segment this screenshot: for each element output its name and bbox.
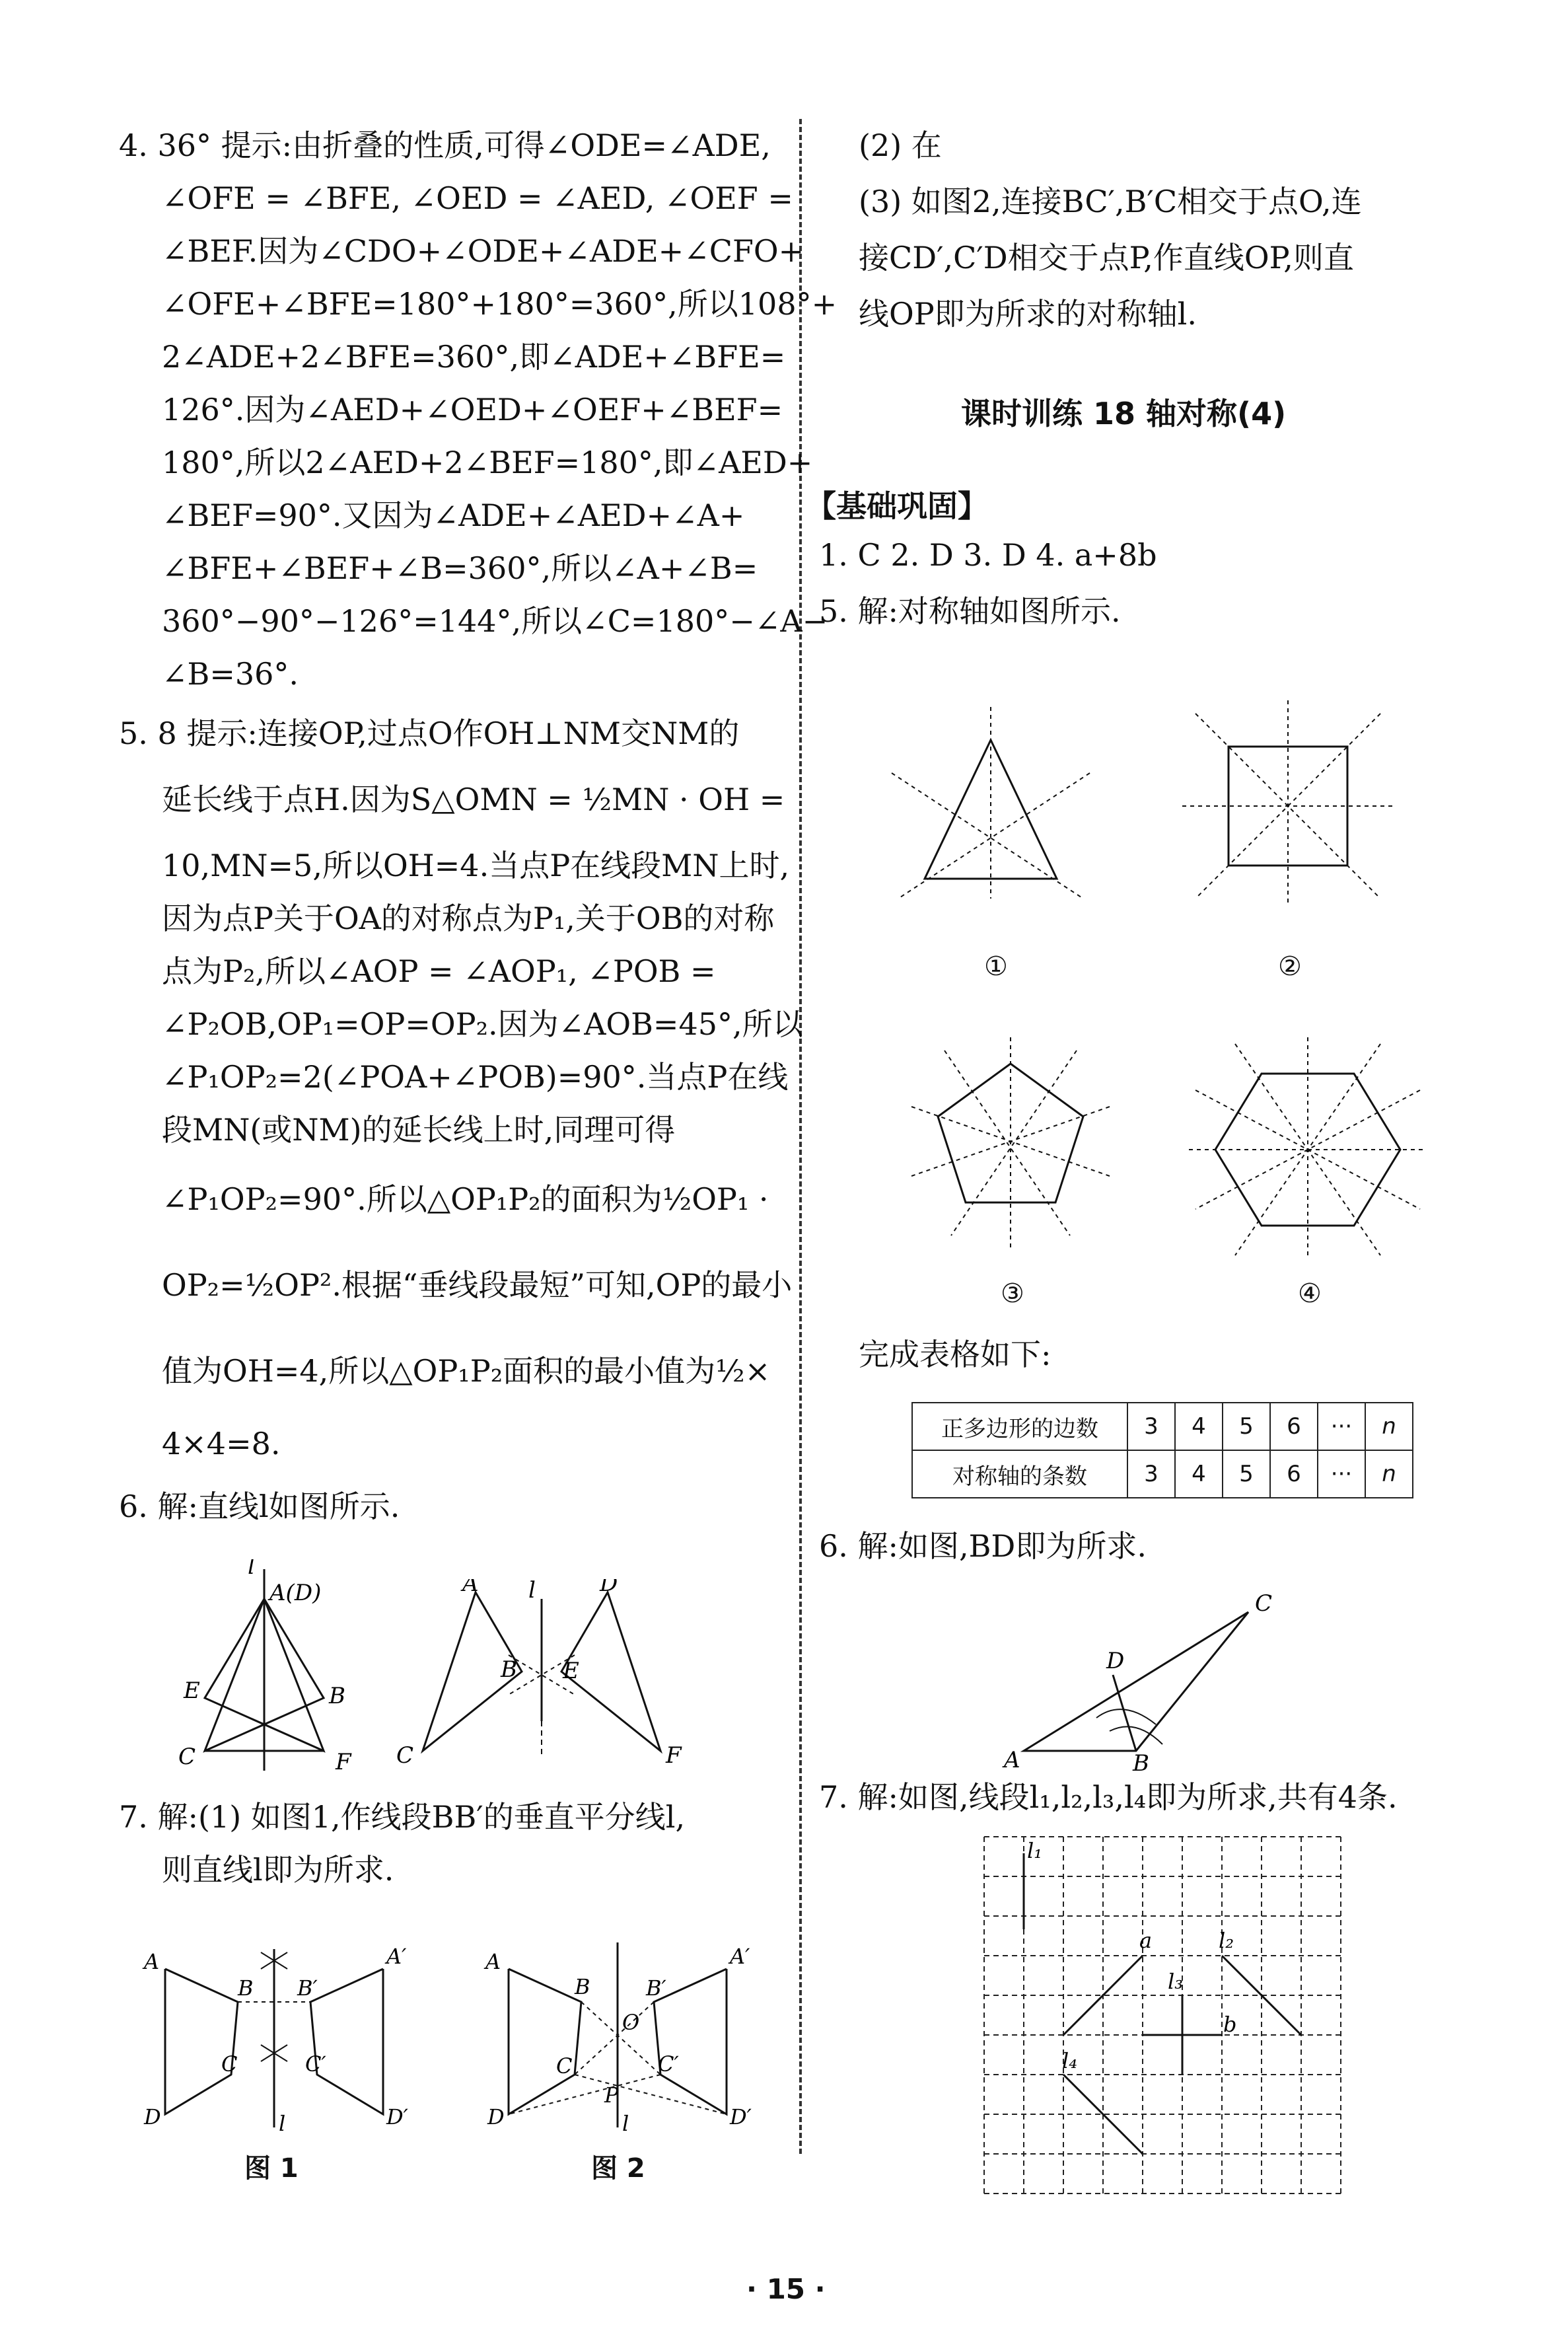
shape-square <box>1176 694 1400 914</box>
label-C: C <box>1255 1590 1273 1617</box>
q6-text: 6. 解:直线l如图所示. <box>119 1489 400 1524</box>
part3-line-3: 线OP即为所求的对称轴l. <box>859 296 1197 332</box>
figure-2-caption: 图 2 <box>591 2153 645 2184</box>
q4-line-4: ∠OFE+∠BFE=180°+180°=360°,所以108°+ <box>162 286 837 322</box>
table-cell: 5 <box>1223 1403 1270 1450</box>
figure-1 <box>139 1929 416 2137</box>
q4-line-2: ∠OFE = ∠BFE, ∠OED = ∠AED, ∠OEF = <box>162 180 793 216</box>
q4-line-10: 360°−90°−126°=144°,所以∠C=180°−∠A− <box>162 603 828 639</box>
label-l: l <box>279 2111 286 2134</box>
q5-line-4: 因为点P关于OA的对称点为P₁,关于OB的对称 <box>162 901 775 936</box>
table-cell: 5 <box>1223 1450 1270 1498</box>
label-B: B <box>575 1974 590 1999</box>
label-O: O <box>622 2010 640 2035</box>
shape-hexagon <box>1182 1031 1433 1265</box>
label-A-prime: A′ <box>386 1944 407 1969</box>
label-B-prime: B′ <box>646 1975 666 2001</box>
q5-line-1: 5. 8 提示:连接OP,过点O作OH⊥NM交NM的 <box>119 716 740 751</box>
q4-line-8: ∠BEF=90°.又因为∠ADE+∠AED+∠A+ <box>162 498 745 533</box>
label-P: P <box>604 2083 619 2108</box>
q6-figure-left <box>165 1559 383 1780</box>
triangle-ABC <box>1024 1612 1248 1751</box>
q5-line-9: ∠P₁OP₂=90°.所以△OP₁P₂的面积为½OP₁ · <box>162 1181 769 1217</box>
table-row <box>912 1403 1413 1450</box>
label-D-prime: D′ <box>386 2104 408 2129</box>
table-cell: 4 <box>1175 1403 1223 1450</box>
segment-B-prime-C <box>575 2002 654 2075</box>
label-B: B <box>238 1975 254 2001</box>
section-title: 课时训练 18 轴对称(4) <box>961 396 1287 431</box>
segment-CD-prime <box>575 2075 727 2114</box>
q5-line-11: 值为OH=4,所以△OP₁P₂面积的最小值为½× <box>162 1353 771 1389</box>
table-cell: 6 <box>1270 1450 1318 1498</box>
label-B: B <box>501 1656 517 1683</box>
label-l: l <box>622 2111 629 2134</box>
quad-ABCD-prime <box>310 1969 383 2114</box>
table-cell: ··· <box>1318 1450 1365 1498</box>
quad-ABCD <box>509 1969 581 2114</box>
q5-line-10: OP₂=½OP².根据“垂线段最短”可知,OP的最小 <box>162 1267 793 1303</box>
label-E: E <box>563 1658 579 1684</box>
table-cell: 正多边形的边数 <box>912 1403 1127 1450</box>
dashed-grid <box>984 1837 1341 2194</box>
part3-line-2: 接CD′,C′D相交于点P,作直线OP,则直 <box>859 240 1354 276</box>
label-l3: l₃ <box>1168 1969 1184 1994</box>
q7-line-1: 7. 解:(1) 如图1,作线段BB′的垂直平分线l, <box>119 1799 686 1835</box>
label-l: l <box>248 1559 255 1580</box>
label-A-prime: A′ <box>730 1944 750 1969</box>
table-cell: n <box>1365 1450 1413 1498</box>
label-D: D <box>487 2104 505 2129</box>
table-cell: 6 <box>1270 1403 1318 1450</box>
label-b: b <box>1223 2012 1237 2037</box>
label-l1: l₁ <box>1027 1838 1043 1863</box>
label-A: A <box>462 1579 479 1597</box>
table-row <box>912 1450 1413 1498</box>
part3-line-1: (3) 如图2,连接BC′,B′C相交于点O,连 <box>859 184 1362 219</box>
label-B: B <box>1133 1750 1149 1771</box>
label-l4: l₄ <box>1062 2048 1078 2073</box>
shape-triangle <box>885 700 1096 914</box>
label-B-prime: B′ <box>297 1975 318 2001</box>
segment-BC-prime <box>581 2002 660 2075</box>
label-B: B <box>329 1683 345 1709</box>
q4-line-9: ∠BFE+∠BEF+∠B=360°,所以∠A+∠B= <box>162 550 758 586</box>
q5-text: 5. 解:对称轴如图所示. <box>819 593 1121 629</box>
q5-line-7: ∠P₁OP₂=2(∠POA+∠POB)=90°.当点P在线 <box>162 1059 789 1095</box>
label-A: A <box>1004 1747 1020 1771</box>
label-l2: l₂ <box>1219 1928 1234 1953</box>
table-cell: 3 <box>1127 1403 1175 1450</box>
label-C: C <box>178 1744 196 1770</box>
figure-1-caption: 图 1 <box>244 2153 299 2184</box>
label-AD: A(D) <box>269 1580 322 1606</box>
label-A: A <box>485 1949 501 1974</box>
label-F: F <box>336 1749 351 1775</box>
q4-line-6: 126°.因为∠AED+∠OED+∠OEF+∠BEF= <box>162 392 783 427</box>
q5-line-3: 10,MN=5,所以OH=4.当点P在线段MN上时, <box>162 848 790 883</box>
shape-pentagon <box>898 1031 1123 1265</box>
axis-4 <box>944 1051 1070 1236</box>
label-D: D <box>144 2104 161 2129</box>
table-intro: 完成表格如下: <box>859 1337 1051 1372</box>
q7-line-2: 则直线l即为所求. <box>162 1852 394 1888</box>
label-C: C <box>556 2053 573 2079</box>
shape-label-2: ② <box>1278 951 1302 982</box>
shape-label-1: ① <box>984 951 1008 982</box>
label-E: E <box>184 1678 200 1704</box>
q5-line-5: 点为P₂,所以∠AOP = ∠AOP₁, ∠POB = <box>162 953 716 989</box>
label-C-prime: C′ <box>305 2051 326 2077</box>
q6-right-text: 6. 解:如图,BD即为所求. <box>819 1528 1147 1564</box>
column-divider <box>799 119 802 2154</box>
label-D-prime: D′ <box>730 2104 752 2129</box>
part2-text: (2) 在 <box>859 128 942 163</box>
q4-line-11: ∠B=36°. <box>162 656 299 692</box>
q4-line-3: ∠BEF.因为∠CDO+∠ODE+∠ADE+∠CFO+ <box>162 233 804 269</box>
shape-label-4: ④ <box>1298 1278 1322 1309</box>
label-l: l <box>528 1579 536 1604</box>
label-C: C <box>396 1742 414 1769</box>
label-C-prime: C′ <box>658 2051 679 2077</box>
label-F: F <box>666 1742 682 1769</box>
label-D: D <box>1106 1648 1125 1674</box>
segment-C-prime-D <box>509 2075 660 2114</box>
label-a: a <box>1139 1928 1153 1953</box>
q5-line-2: 延长线于点H.因为S△OMN = ½MN · OH = <box>162 782 785 817</box>
page-number: · 15 · <box>746 2273 826 2305</box>
table-cell: 对称轴的条数 <box>912 1450 1127 1498</box>
q6-figure-right <box>390 1579 707 1780</box>
q5-line-6: ∠P₂OB,OP₁=OP=OP₂.因为∠AOB=45°,所以 <box>162 1006 803 1042</box>
segment-BD <box>1113 1675 1136 1751</box>
q7-right-text: 7. 解:如图,线段l₁,l₂,l₃,l₄即为所求,共有4条. <box>819 1779 1398 1815</box>
q4-line-5: 2∠ADE+2∠BFE=360°,即∠ADE+∠BFE= <box>162 339 786 375</box>
table-cell: 4 <box>1175 1450 1223 1498</box>
quad-ABCD <box>165 1969 238 2114</box>
grid-figure <box>978 1830 1347 2209</box>
q4-line-1: 4. 36° 提示:由折叠的性质,可得∠ODE=∠ADE, <box>119 128 771 163</box>
shape-label-3: ③ <box>1001 1278 1024 1309</box>
label-D: D <box>600 1579 618 1597</box>
table-cell: ··· <box>1318 1403 1365 1450</box>
q5-line-12: 4×4=8. <box>162 1426 281 1461</box>
label-A: A <box>144 1949 160 1974</box>
basic-header: 【基础巩固】 <box>806 488 988 524</box>
figure-2 <box>476 1929 766 2137</box>
table-cell: n <box>1365 1403 1413 1450</box>
axis-5 <box>951 1051 1077 1236</box>
label-C: C <box>221 2051 238 2077</box>
q6-triangle-figure <box>997 1586 1301 1773</box>
table-cell: 3 <box>1127 1450 1175 1498</box>
q5-line-8: 段MN(或NM)的延长线上时,同理可得 <box>162 1112 676 1148</box>
q4-line-7: 180°,所以2∠AED+2∠BEF=180°,即∠AED+ <box>162 445 813 480</box>
symmetry-table <box>911 1402 1413 1498</box>
answers-1-4: 1. C 2. D 3. D 4. a+8b <box>819 537 1157 573</box>
